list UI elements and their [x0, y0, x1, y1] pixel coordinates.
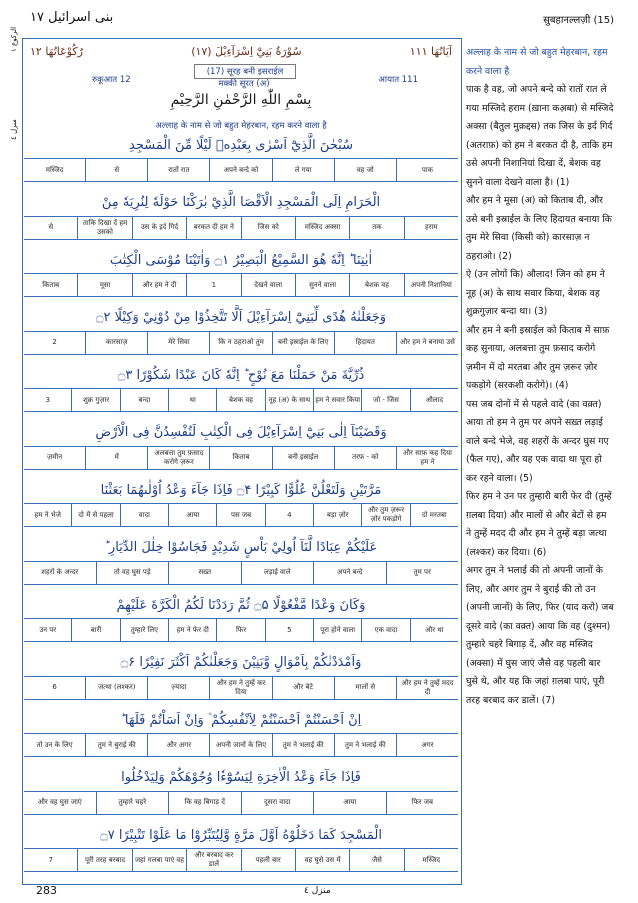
verse-row [24, 535, 458, 585]
word-gloss-cell: से [48, 223, 54, 231]
page-number: 283 [36, 884, 57, 897]
word-gloss-cell: हराम [404, 217, 458, 239]
translation-paragraph: और हम ने मूसा (अ) को किताब दी, और उसे बनी इस्राईल के लिए हिदायत बनाया कि तुम मेरे सिवा (किसी को) कारसाज़ न ठहराओ। (2) [466, 195, 612, 262]
header-right-title: सुबहानल्लज़ी (15) [543, 15, 614, 26]
word-gloss-row [24, 618, 458, 642]
word-gloss-cell: वह जो [334, 159, 396, 181]
word-gloss-cell: और हम ने बनाया उसे [396, 332, 458, 354]
ruku-count-hindi: रुकूआत 12 [92, 75, 131, 85]
word-gloss-cell: और अगर [147, 734, 209, 756]
word-gloss-cell: जत्था (लश्कर) [85, 677, 147, 699]
word-gloss-row [24, 676, 458, 700]
word-gloss-cell: फिर जब [386, 792, 459, 814]
translation-column [466, 44, 614, 710]
word-gloss-cell: उन पर [39, 625, 57, 634]
word-gloss-cell: उस के इर्द गिर्द [132, 217, 186, 239]
word-gloss-cell: औलाद [410, 389, 458, 411]
word-gloss-cell: और बेटे [272, 677, 334, 699]
translation-paragraph: पस जब दोनों में से पहले वादे (का वक़्त) आया तो हम ने तुम पर अपने सख़्त लड़ाई वाले बन्दे भेजे, वह शहरों के अन्दर घुस गए (फैल गए), और यह एक वादा था पूरा हो कर रहने वाला। (5) [466, 398, 609, 484]
makki-label: मक्की सूरत (अ) [218, 79, 270, 89]
translation-paragraph: फिर हम ने उन पर तुम्हारी बारी फेर दी (तुम्हें ग़लबा दिया) और मालों से और बेटों से हम ने तुम्हें मदद दी और हम ने तुम्हें बड़ा जत्था (लश्कर) कर दिया। (6) [466, 491, 612, 558]
word-gloss-cell: तुम्हारे चहरे [96, 792, 169, 814]
word-gloss-cell: हम ने सवार किया [313, 389, 361, 411]
verse-row [24, 707, 458, 757]
word-gloss-cell: से [85, 159, 147, 181]
word-gloss-cell: अपनी जानों के लिए [209, 734, 271, 756]
word-gloss-cell: दो में से पहला [71, 504, 119, 526]
word-gloss-cell: 1 [186, 274, 240, 296]
word-gloss-cell: हम ने भेजे [34, 510, 61, 519]
word-gloss-cell: जिस को [241, 217, 295, 239]
word-gloss-cell: अपने बन्दे [313, 562, 386, 584]
word-gloss-row [24, 216, 458, 240]
word-gloss-cell: किताब [209, 447, 271, 469]
header-left-title: بنی اسرائیل ۱۷ [30, 10, 114, 25]
word-gloss-cell: दूसरा वादा [241, 792, 314, 814]
word-gloss-cell: तुम ने बुराई की [85, 734, 147, 756]
word-gloss-cell: पाक [396, 159, 458, 181]
verse-arabic: عَلَيْكُمْ عِبَادًا لَّنَآ اُولِيْ بَاْسٍ شَدِيْدٍ فَجَاسُوْا خِلٰلَ الدِّيَارِ ؕ [104, 540, 378, 555]
word-gloss-cell: सुनने वाला [295, 274, 349, 296]
word-gloss-cell: था [168, 389, 216, 411]
word-gloss-cell: और बरबाद कर डालें [186, 849, 240, 871]
word-gloss-cell: मस्जिद [404, 849, 458, 871]
verse-row [24, 765, 458, 815]
word-gloss-cell: शहरों के अन्दर [41, 568, 79, 576]
verse-arabic: وَجَعَلْنٰهُ هُدًى لِّبَنِيْٓ اِسْرَآءِيْلَ اَلَّا تَتَّخِذُوْا مِنْ دُوْنِيْ وَكِيْلًا ۝۲ [95, 310, 387, 325]
verse-row [24, 650, 458, 700]
word-gloss-cell: मालों से [334, 677, 396, 699]
word-gloss-cell: 5 [265, 619, 313, 641]
word-gloss-cell: बारी [71, 619, 119, 641]
word-gloss-cell: तुम पर [386, 562, 459, 584]
word-gloss-cell: ज़मीन [47, 453, 63, 461]
translation-paragraph: पाक है वह, जो अपने बन्दे को रातों रात ले गया मस्जिदे हराम (ख़ाना कअ़बा) से मस्जिदे अक्सा (बैतुल मुक़द्दस) तक जिस के इर्द गिर्द (अतराफ़) को हम ने बरकत दी है, ताकि हम उसे अपनी निशानियां दिखा दें, बेशक वह सुनने वाला देखने वाला है। (1) [466, 84, 614, 188]
word-gloss-cell: 7 [48, 855, 53, 864]
word-gloss-row [24, 561, 458, 585]
word-gloss-cell: और तुम ज़रूर ज़ोर पकड़ोगे [361, 504, 409, 526]
verse-arabic: سُبْحٰنَ الَّذِيْٓ اَسْرٰى بِعَبْدِهٖ لَيْلًا مِّنَ الْمَسْجِدِ [129, 137, 353, 153]
manzil-label: منزل ٤ [304, 886, 331, 896]
surah-name-arabic: (۱۷) سُوْرَةُ بَنِيْٓ اِسْرَآءِيْلَ [191, 44, 302, 58]
word-gloss-cell: पहली बार [241, 849, 295, 871]
word-gloss-row [24, 158, 458, 182]
word-gloss-row [24, 733, 458, 757]
word-gloss-cell: कि वह बिगाड़ दें [168, 792, 241, 814]
word-gloss-cell: रातों रात [147, 159, 209, 181]
word-gloss-cell: और हम ने दी [132, 274, 186, 296]
word-gloss-cell: सख़्त [168, 562, 241, 584]
verse-arabic: وَكَانَ وَعْدًا مَّفْعُوْلًا ۝۵ ثُمَّ رَدَدْنَا لَكُمُ الْكَرَّةَ عَلَيْهِمْ [116, 597, 366, 613]
word-gloss-cell: और हम ने तुम्हें मदद दी [396, 677, 458, 699]
word-gloss-cell: बनी इस्राईल [272, 447, 334, 469]
word-gloss-row [24, 273, 458, 297]
word-gloss-cell: देखने वाला [241, 274, 295, 296]
word-gloss-cell: अगर [396, 734, 458, 756]
word-gloss-row [24, 503, 458, 527]
translation-paragraph: अगर तुम ने भलाई की तो अपनी जानों के लिए, और अगर तुम ने बुराई की तो उन (अपनी जानों) के लिए, फिर (याद करो) जब दूसरे वादे (का वक़्त) आया कि वह (दुश्मन) तुम्हारे चहरे बिगाड़ दें, और वह मस्जिद (अक्सा) में घुस जाएं जैसे वह पहली बार घुसे थे, और यह कि जहां ग़लबा पाएं, पूरी तरह बरबाद कर डालें। (7) [466, 565, 614, 706]
surah-info-row [24, 62, 458, 92]
translation-paragraph: और हम ने बनी इस्राईल को किताब में साफ़ कह सुनाया, अलबत्ता तुम फ़साद करोगे ज़मीन में दो मरतबा और तुम ज़रूर ज़ोर पकड़ोगे (सरकशी करोगे)। (4) [466, 324, 610, 391]
translation-paragraph: अल्लाह के नाम से जो बहुत मेहरबान, रहम करने वाला है [466, 47, 608, 77]
verse-arabic: مَرَّتَيْنِ وَلَتَعْلُنَّ عُلُوًّا كَبِيْرًا ۝۴ فَاِذَا جَآءَ وَعْدُ اُوْلٰىهُمَا بَعَثْنَا [100, 482, 382, 498]
word-gloss-cell: पूरा होने वाला [313, 619, 361, 641]
word-gloss-row [24, 331, 458, 355]
word-gloss-cell: 3 [45, 395, 50, 404]
verse-row [24, 247, 458, 297]
word-gloss-cell: तुम्हारे लिए [120, 619, 168, 641]
verse-arabic: اِنْ اَحْسَنْتُمْ اَحْسَنْتُمْ لِاَنْفُسِكُمْ ۫ وَاِنْ اَسَاْتُمْ فَلَهَا ؕ [120, 712, 362, 728]
translation-paragraph: ऐ (उन लोगों कि) औलाद! जिन को हम ने नूह (अ) के साथ सवार किया, बेशक वह शुक्रगुज़ार बन्दा था। (3) [466, 269, 605, 317]
verse-row [24, 362, 458, 412]
word-gloss-cell: वह घुसे उस में [295, 849, 349, 871]
word-gloss-cell: और साफ़ कह दिया हम ने [396, 447, 458, 469]
verse-row [24, 592, 458, 642]
word-gloss-row [24, 791, 458, 815]
word-gloss-cell: शुक्र गुज़ार [71, 389, 119, 411]
word-gloss-cell: हम ने फेर दी [168, 619, 216, 641]
ruku-count-arabic: رُكُوْعَاتُهَا ۱۲ [30, 44, 83, 58]
verse-arabic: الْمَسْجِدَ كَمَا دَخَلُوْهُ اَوَّلَ مَرَّةٍ وَّلِيُتَبِّرُوْا مَا عَلَوْا تَتْبِيْرًا ۝۷ [100, 827, 382, 843]
verse-arabic: وَاَمْدَدْنٰكُمْ بِاَمْوَالٍ وَّبَنِيْنَ وَجَعَلْنٰكُمْ اَكْثَرَ نَفِيْرًا ۝۶ [120, 655, 362, 670]
word-gloss-cell: लड़ाई वाले [241, 562, 314, 584]
ayat-count-hindi: आयात 111 [378, 75, 418, 85]
word-gloss-cell: तक [349, 217, 403, 239]
word-gloss-cell: 6 [52, 683, 57, 691]
surah-header [24, 40, 458, 132]
verse-row [24, 477, 458, 527]
verse-arabic: الْحَرَامِ اِلَى الْمَسْجِدِ الْاَقْصَا الَّذِيْ بٰرَكْنَا حَوْلَهٗ لِنُرِيَهٗ مِنْ [101, 195, 381, 210]
word-gloss-cell: जैसे [349, 849, 403, 871]
word-gloss-cell: नूह (अ) के साथ [265, 389, 313, 411]
word-gloss-cell: किताब [42, 280, 60, 289]
word-gloss-cell: और हम ने तुम्हें कर दिया [209, 677, 271, 699]
word-gloss-row [24, 388, 458, 412]
word-gloss-cell: तुम ने भलाई की [272, 734, 334, 756]
word-gloss-cell: कारसाज़ [85, 332, 147, 354]
word-gloss-cell: आया [313, 792, 386, 814]
surah-title-row [24, 40, 458, 62]
word-gloss-cell: ज़्यादा [147, 677, 209, 699]
word-gloss-row [24, 848, 458, 872]
verse-arabic: ذُرِّيَّةَ مَنْ حَمَلْنَا مَعَ نُوْحٍ ؕ اِنَّهٗ كَانَ عَبْدًا شَكُوْرًا ۝۳ [117, 367, 365, 383]
surah-name-hindi: (17) सूरह बनी इसराईल [194, 64, 296, 79]
word-gloss-cell: वादा [120, 504, 168, 526]
verse-row [24, 190, 458, 240]
word-gloss-cell: कि न ठहराओ तुम [209, 332, 271, 354]
verse-arabic: وَقَضَيْنَآ اِلٰى بَنِيْٓ اِسْرَآءِيْلَ فِى الْكِتٰبِ لَتُفْسِدُنَّ فِى الْاَرْضِ [95, 425, 387, 440]
side-label-ruku: الركوع ١ [10, 26, 18, 52]
bismillah-translation: अल्लाह के नाम से जो बहुत मेहरबान, रहम करने वाला है [155, 121, 327, 131]
word-gloss-cell: ले गया [272, 159, 334, 181]
word-gloss-cell: तरफ़ - को [334, 447, 396, 469]
word-gloss-cell: बनी इस्राईल के लिए [272, 332, 334, 354]
word-gloss-cell: अपनी निशानियां [404, 274, 458, 296]
word-gloss-cell: और था [410, 619, 458, 641]
word-gloss-cell: तो उन के लिए [36, 740, 73, 749]
bismillah-arabic: بِسْمِ اللّٰهِ الرَّحْمٰنِ الرَّحِيْمِ [170, 92, 312, 108]
verse-row [24, 822, 458, 872]
word-gloss-cell: और वह घुस जाएं [37, 798, 82, 806]
verse-arabic: فَاِذَا جَآءَ وَعْدُ الْاٰخِرَةِ لِيَسُوْٓءٗا وُجُوْهَكُمْ وَلِيَدْخُلُوا [121, 770, 361, 785]
word-gloss-cell: ताकि दिखा दें हम उसको [77, 217, 131, 239]
word-gloss-cell: मस्जिद [45, 165, 64, 174]
word-gloss-cell: आया [168, 504, 216, 526]
word-gloss-cell: बड़ा ज़ोर [313, 504, 361, 526]
word-gloss-cell: बेशक वह [216, 389, 264, 411]
word-gloss-cell: में [85, 447, 147, 469]
word-gloss-cell: मस्जिद अक्सा [295, 217, 349, 239]
word-gloss-cell: तो वह घुस पड़े [96, 562, 169, 584]
word-gloss-row [24, 446, 458, 470]
word-gloss-cell: बरकत दी हम ने [186, 217, 240, 239]
verse-row [24, 132, 458, 182]
word-gloss-cell: अपने बन्दे को [209, 159, 271, 181]
word-gloss-cell: मेरे सिवा [147, 332, 209, 354]
word-gloss-cell: मूसा [77, 274, 131, 296]
word-gloss-cell: जहां ग़लबा पाएं वह [132, 849, 186, 871]
translation-paragraphs [466, 44, 614, 710]
verse-row [24, 420, 458, 470]
word-gloss-cell: हिदायत [334, 332, 396, 354]
word-gloss-cell: बेशक वह [349, 274, 403, 296]
verse-row [24, 305, 458, 355]
word-gloss-cell: एक वादा [361, 619, 409, 641]
word-gloss-cell: फिर [216, 619, 264, 641]
word-gloss-cell: जो - जिस [361, 389, 409, 411]
ayat-count-arabic: آيَاتُهَا ۱۱۱ [409, 44, 452, 58]
side-label-manzil: منزل ٤ [10, 119, 18, 140]
word-gloss-cell: 4 [265, 504, 313, 526]
word-gloss-cell: अलबत्ता तुम फ़साद करोगे ज़रूर [147, 447, 209, 469]
word-gloss-cell: पस जब [216, 504, 264, 526]
verse-arabic: اٰيٰتِنَا ؕ اِنَّهٗ هُوَ السَّمِيْعُ الْبَصِيْرُ ۝۱ وَاٰتَيْنَا مُوْسَى الْكِتٰبَ [109, 252, 373, 268]
word-gloss-cell: दो मरतबा [410, 504, 458, 526]
word-gloss-cell: बन्दा [120, 389, 168, 411]
word-gloss-cell: पूरी तरह बरबाद [77, 849, 131, 871]
word-gloss-cell: 2 [52, 338, 57, 346]
word-gloss-cell: तुम ने भलाई की [334, 734, 396, 756]
